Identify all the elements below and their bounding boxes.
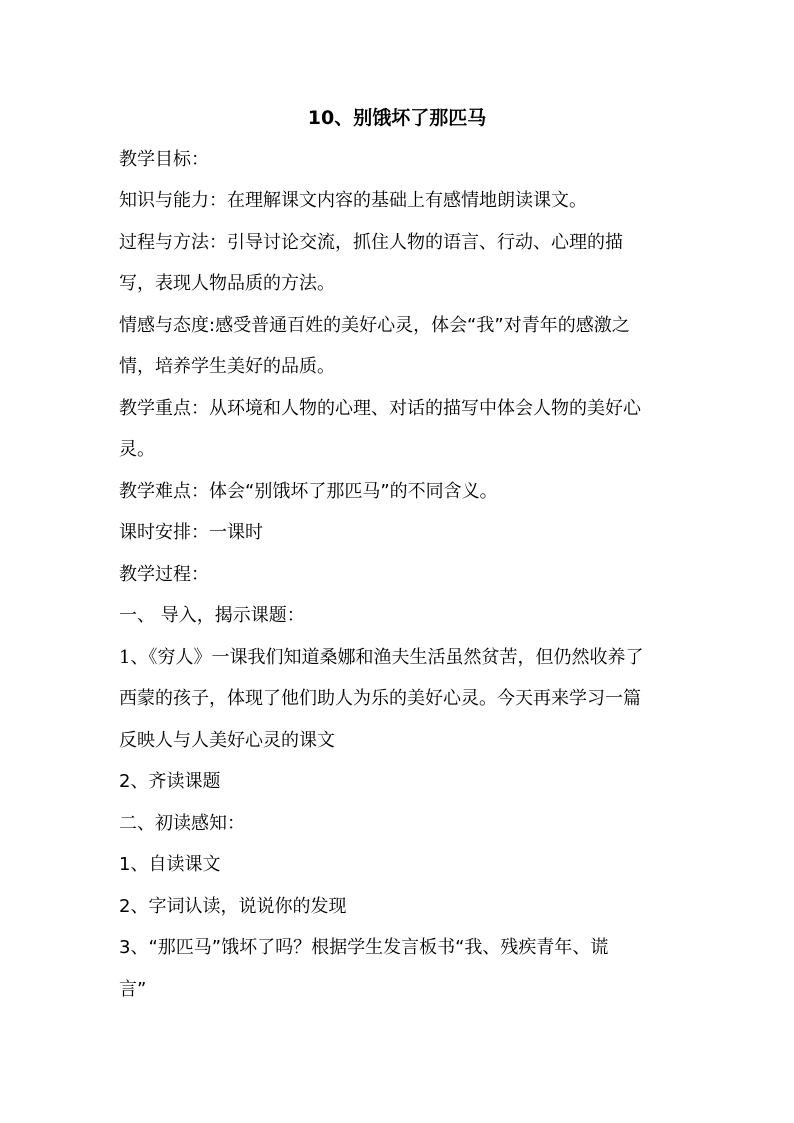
process-method-text-line-2: 写，表现人物品质的方法。 <box>119 273 335 294</box>
read-title-item: 2、齐读课题 <box>119 771 221 792</box>
self-read-item: 1、自读课文 <box>119 854 221 875</box>
emotion-attitude-text-line-1: 情感与态度:感受普通百姓的美好心灵，体会“我”对青年的感激之 <box>119 315 630 336</box>
intro-paragraph-line-3: 反映人与人美好心灵的课文 <box>119 730 335 751</box>
teaching-process-heading: 教学过程： <box>119 564 209 585</box>
teaching-focus-text-line-2: 灵。 <box>119 439 155 460</box>
lesson-title: 10、别饿坏了那匹马 <box>307 107 487 129</box>
intro-paragraph-line-1: 1、《穷人》一课我们知道桑娜和渔夫生活虽然贫苦，但仍然收养了 <box>119 647 644 668</box>
teaching-objectives-heading: 教学目标： <box>119 149 209 170</box>
word-reading-item: 2、字词认读，说说你的发现 <box>119 896 347 917</box>
teaching-difficulty-text: 教学难点：体会“别饿坏了那匹马”的不同含义。 <box>119 481 498 502</box>
question-item-line-1: 3、“那匹马”饿坏了吗？根据学生发言板书“我、残疾青年、谎 <box>119 937 609 958</box>
section-one-heading: 一、 导入，揭示课题： <box>119 605 305 626</box>
process-method-text-line-1: 过程与方法：引导讨论交流，抓住人物的语言、行动、心理的描 <box>119 232 623 253</box>
teaching-focus-text-line-1: 教学重点：从环境和人物的心理、对话的描写中体会人物的美好心 <box>119 398 641 419</box>
knowledge-ability-text: 知识与能力：在理解课文内容的基础上有感情地朗读课文。 <box>119 190 587 211</box>
intro-paragraph-line-2: 西蒙的孩子，体现了他们助人为乐的美好心灵。今天再来学习一篇 <box>119 688 641 709</box>
emotion-attitude-text-line-2: 情，培养学生美好的品质。 <box>119 356 335 377</box>
class-schedule-text: 课时安排：一课时 <box>119 522 263 543</box>
question-item-line-2: 言” <box>119 979 147 1000</box>
section-two-heading: 二、初读感知： <box>119 813 245 834</box>
